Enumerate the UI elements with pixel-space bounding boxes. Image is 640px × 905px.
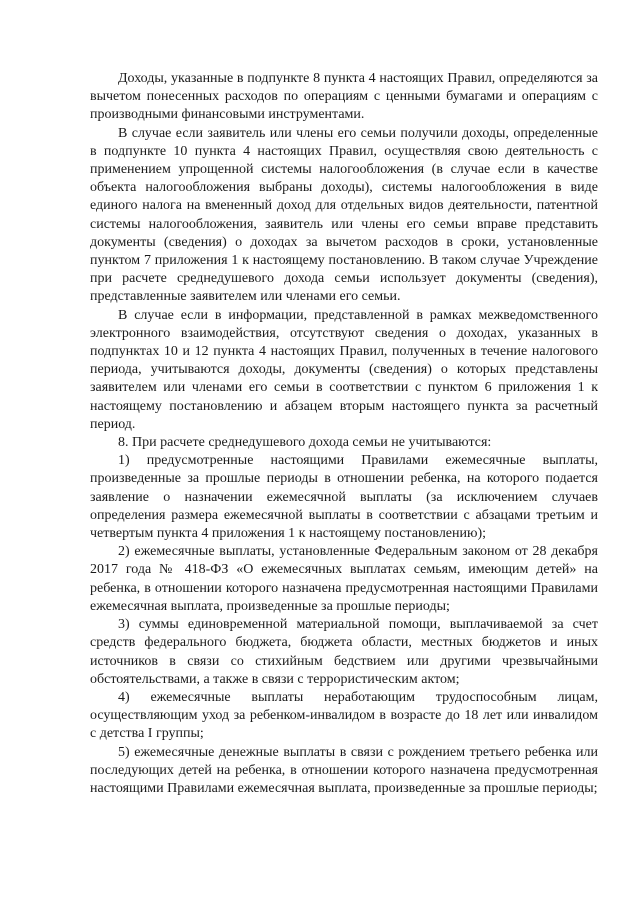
paragraph-4: 8. При расчете среднедушевого дохода семьи не учитываются: — [118, 435, 492, 451]
paragraph-9: 5) ежемесячные денежные выплаты в связи с рождением третьего ребенка или последующих детей на ребенка, в отношении которого назначена предусмотренная настоящими Правилами ежемесячная выплата, произведенные за прошлые периоды; — [90, 744, 598, 796]
paragraph-1: Доходы, указанные в подпункте 8 пункта 4 настоящих Правил, определяются за вычетом понесенных расходов по операциям с ценными бумагами и операциям с производными финансовыми инструментами. — [90, 71, 598, 123]
paragraph-8: 4) ежемесячные выплаты неработающим трудоспособным лицам, осуществляющим уход за ребенком-инвалидом в возрасте до 18 лет или инвалидом с детства I группы; — [90, 689, 598, 742]
paragraph-7: 3) суммы единовременной материальной помощи, выплачиваемой за счет средств федерального бюджета, бюджета области, местных бюджетов и иных источников в связи со стихийным бедствием или другими чрезвычайными обстоятельствами, а также в связи с террористическим актом; — [90, 617, 598, 687]
paragraph-5: 1) предусмотренные настоящими Правилами ежемесячные выплаты, произведенные за прошлые периоды в отношении ребенка, на которого подается заявление о назначении ежемесячной выплаты (за исключением случаев определения размера ежемесячной выплаты в соответствии с абзацами третьим и четвертым пункта 4 приложения 1 к настоящему постановлению); — [90, 453, 598, 542]
document-page — [90, 70, 598, 798]
paragraph-6: 2) ежемесячные выплаты, установленные Федеральным законом от 28 декабря 2017 года № 418-ФЗ «О ежемесячных выплатах семьям, имеющим детей» на ребенка, в отношении которого назначена предусмотренная настоящими Правилами ежемесячная выплата, произведенные за прошлые периоды; — [90, 544, 598, 614]
paragraph-2: В случае если заявитель или члены его семьи получили доходы, определенные в подпункте 10 пункта 4 настоящих Правил, осуществляя свою деятельность с применением упрощенной системы налогообложения (в случае если в качестве объекта налогообложения выбраны доходы), системы налогообложения в виде единого налога на вмененный доход для отдельных видов деятельности, патентной системы налогообложения, заявитель или члены его семьи вправе представить документы (сведения) о доходах за вычетом расходов в сроки, установленные пунктом 7 приложения 1 к настоящему постановлению. В таком случае Учреждение при расчете среднедушевого дохода семьи использует документы (сведения), представленные заявителем или членами его семьи. — [90, 125, 598, 305]
paragraph-3: В случае если в информации, представленной в рамках межведомственного электронного взаимодействия, отсутствуют сведения о доходах, указанных в подпунктах 10 и 12 пункта 4 настоящих Правил, полученных в течение налогового периода, учитываются доходы, документы (сведения) о которых представлены заявителем или членами его семьи в соответствии с пунктом 6 приложения 1 к настоящему постановлению и абзацем вторым настоящего пункта за расчетный период. — [90, 307, 598, 432]
